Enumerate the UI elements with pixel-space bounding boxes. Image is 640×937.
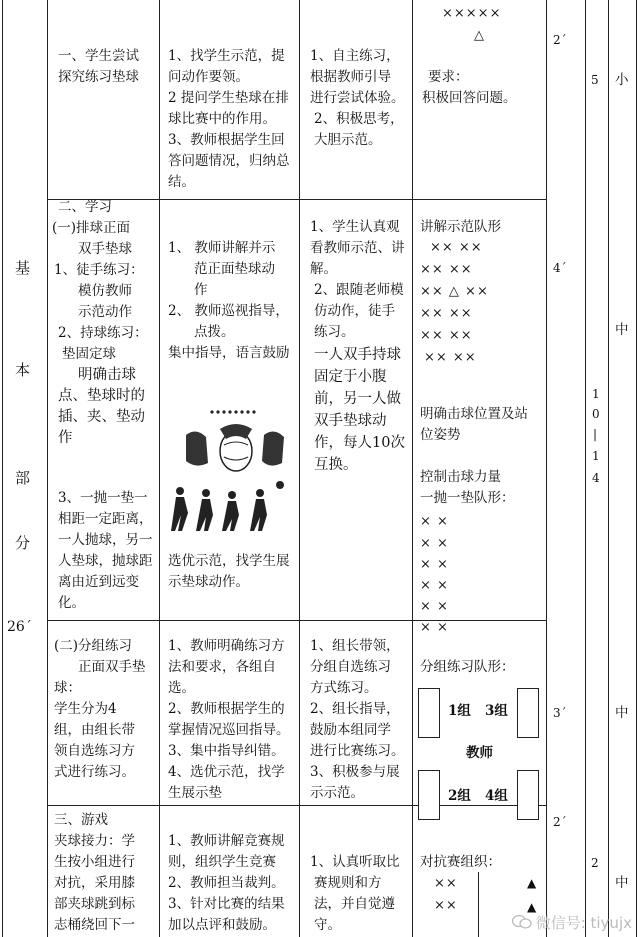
teacher-line: 3、针对比赛的结果 [168,896,285,912]
teacher-line: 集中指导，语言鼓励 [168,345,290,361]
content-line: 示范动作 [78,304,132,320]
group-area-box [418,688,440,738]
teacher-line: 1、教师讲解竞赛规 [168,833,285,849]
content-line: 志桶绕回下一 [54,917,135,933]
teacher-line: 2、教师担当裁判。 [168,875,285,891]
teacher-line: 掌握情况巡回指导。 [168,722,290,738]
count-value: 2 [591,856,599,870]
group-label: 2组 [448,788,471,804]
teacher-line: 答问题情况，归纳总 [168,153,290,169]
table-line [2,0,3,937]
student-line: 2、跟随老师模 [314,282,404,298]
teacher-line: 球比赛中的作用。 [168,111,276,127]
org-line: 位姿势 [420,427,461,443]
teacher-line: 问动作要领。 [168,69,249,85]
count-value: 0 [592,407,600,421]
teacher-line: 2 提问学生垫球在排 [168,90,289,106]
teacher-line: 3、集中指导纠错。 [168,743,285,759]
intensity-value: 中 [615,705,629,721]
group-label: 1组 [448,703,471,719]
content-line: 作 [58,430,73,446]
teacher-triangle-icon: △ [474,28,485,43]
teacher-line: 2、教师根据学生的 [168,701,285,717]
teacher-line: 4、选优示范，找学 [168,764,285,780]
intensity-value: 中 [615,875,629,891]
formation-row: × × [420,557,449,572]
content-line: 双手垫球 [78,241,132,257]
org-line: 明确击球位置及站 [420,406,528,422]
teacher-line: 选。 [168,680,195,696]
teacher-label: 教师 [466,745,493,761]
org-line: 要求： [428,69,469,85]
student-line: 守。 [314,917,341,933]
formation-row: ×× [434,876,458,891]
table-line [47,0,48,937]
teacher-line: 结。 [168,174,195,190]
student-line: 固定于小腹 [314,369,387,385]
section-char: 分 [15,534,31,552]
teacher-line: 则，组织学生竞赛 [168,854,276,870]
formation-row: ×× ×× [424,350,477,365]
table-line [47,199,546,200]
org-title: 讲解示范队形 [420,219,501,235]
student-line: 前，另一人做 [314,391,401,407]
group-label: 4组 [485,788,508,804]
student-line: 法，并自觉遵 [314,896,395,912]
start-line [478,872,479,937]
formation-row: ×× ×× [420,328,473,343]
student-line: 2、积极思考， [314,111,404,127]
student-line: 1、认真听取比 [310,854,400,870]
student-line: 1、自主练习， [310,48,400,64]
content-line: 生按小组进行 [54,854,135,870]
student-line: 示示范。 [310,785,364,801]
org-line: 积极回答问题。 [422,90,517,106]
content-line: 化。 [58,595,85,611]
student-line: 2、组长指导， [310,701,400,717]
content-line: 一人抛球，另一 [58,532,153,548]
formation-row: ×× ×× [420,306,473,321]
section-char: 本 [15,361,31,379]
content-line: 明确击球 [78,367,136,383]
table-line [608,0,609,937]
formation-row: ××××× [442,6,502,21]
group-area-box [517,688,539,738]
formation-row: ×× ×× [420,262,473,277]
teacher-line: 范正面垫球动 [194,261,275,277]
teacher-line: 3、教师根据学生回 [168,132,285,148]
volleyball-technique-illustration [168,405,296,535]
student-line: 一人双手持球 [314,347,401,363]
content-line: 二、学习 [58,199,112,215]
content-line: 对抗，采用膝 [54,875,135,891]
content-line: 人垫球，抛球距 [58,553,153,569]
formation-row: ×× ×× [430,240,483,255]
content-line: 球： [54,680,81,696]
student-line: 1、组长带领， [310,638,400,654]
formation-row: × × [420,578,449,593]
content-line: 学生分为4 [54,701,117,717]
teacher-line: 点拨。 [194,324,235,340]
content-line: 2、持球练习： [58,325,148,341]
formation-row: ×× △ ×× [420,284,489,299]
student-line: 根据教师引导 [310,69,391,85]
content-line: 垫固定球 [62,346,116,362]
content-line: 探究练习垫球 [58,69,139,85]
teacher-line: 1、教师明确练习方 [168,638,285,654]
count-value: 5 [591,73,599,87]
teacher-line: 生展示垫 [168,785,222,801]
student-line: 大胆示范。 [314,132,382,148]
marker-triangle-icon: ▲ [527,900,538,914]
watermark [512,912,632,933]
content-line: (二)分组练习 [54,638,133,654]
student-line: 进行尝试体验。 [310,90,405,106]
student-line: 1、学生认真观 [310,219,400,235]
content-line: 离由近到远变 [58,574,139,590]
content-line: 组，由组长带 [54,722,135,738]
content-line: 1、徒手练习： [54,262,144,278]
org-title: 分组练习队形： [420,659,515,675]
section-char: 部 [15,469,31,487]
student-line: 鼓励本组同学 [310,722,391,738]
group-label: 3组 [485,703,508,719]
formation-row: × × [420,599,449,614]
count-value: 1 [592,387,600,401]
table-line [585,0,586,937]
content-line: 三、游戏 [54,812,108,828]
content-line: 式进行练习。 [54,764,135,780]
student-line: 双手垫球动 [314,413,387,429]
content-line: 插、夹、垫动 [58,409,145,425]
student-line: 3、积极参与展 [310,764,400,780]
intensity-value: 小 [615,72,629,88]
teacher-line: 2、 教师巡视指导， [168,303,289,319]
content-line: 点、垫球时的 [58,388,145,404]
student-line: 作，每人10次 [314,435,405,451]
content-line: 相距一定距离， [58,511,153,527]
group-area-box [418,770,440,820]
content-line: 模仿教师 [78,283,132,299]
marker-triangle-icon: ▲ [527,876,538,890]
content-line: (一)排球正面 [52,220,131,236]
teacher-line: 作 [194,282,208,298]
teacher-line: 选优示范，找学生展 [168,553,290,569]
formation-row: ×× [434,898,458,913]
org-line: 控制击球力量 [420,469,501,485]
student-line: 互换。 [314,457,358,473]
time-value: 3´ [553,706,567,720]
time-value: 4´ [553,261,567,275]
teacher-line: 1、找学生示范，提 [168,48,285,64]
student-line: 解。 [310,261,337,277]
content-line: 领自选练习方 [54,743,135,759]
teacher-line: 示垫球动作。 [168,574,249,590]
table-line [636,0,637,937]
teacher-line: 法和要求，各组自 [168,659,276,675]
student-line: 练习。 [314,324,355,340]
section-char: 基 [15,259,31,277]
table-line [47,620,546,621]
student-line: 分组自选练习 [310,659,391,675]
table-line [412,0,413,937]
student-line: 仿动作，徒手 [314,303,395,319]
table-line [546,0,547,937]
org-line: 一抛一垫队形： [420,490,515,506]
content-line: 部夹球跳到标 [54,896,135,912]
time-value: 2´ [553,815,567,829]
formation-row: × × [420,514,449,529]
count-value: 4 [592,471,600,485]
student-line: 方式练习。 [310,680,378,696]
table-line [159,0,160,937]
time-value: 2´ [553,33,567,47]
formation-row: × × [420,620,449,635]
count-value: 1 [592,449,600,463]
content-line: 3、一抛一垫一 [58,490,148,506]
group-area-box [517,770,539,820]
formation-row: × × [420,536,449,551]
student-line: 看教师示范、讲 [310,240,405,256]
wechat-icon [512,914,532,930]
intensity-value: 中 [615,322,629,338]
teacher-line: 1、 教师讲解并示 [168,240,276,256]
student-line: 进行比赛练习。 [310,743,405,759]
watermark-text: 微信号: tiyujx [535,914,632,932]
content-line: 正面双手垫 [78,659,146,675]
teacher-line: 加以点评和鼓励。 [168,917,276,933]
content-line: 夹球接力：学 [54,833,135,849]
content-line: 一、学生尝试 [58,48,139,64]
section-duration: 26´ [7,619,32,635]
table-line [299,0,300,937]
table-line [47,805,546,806]
org-title: 对抗赛组织： [420,854,501,870]
student-line: 赛规则和方 [314,875,382,891]
count-value: | [593,427,598,441]
